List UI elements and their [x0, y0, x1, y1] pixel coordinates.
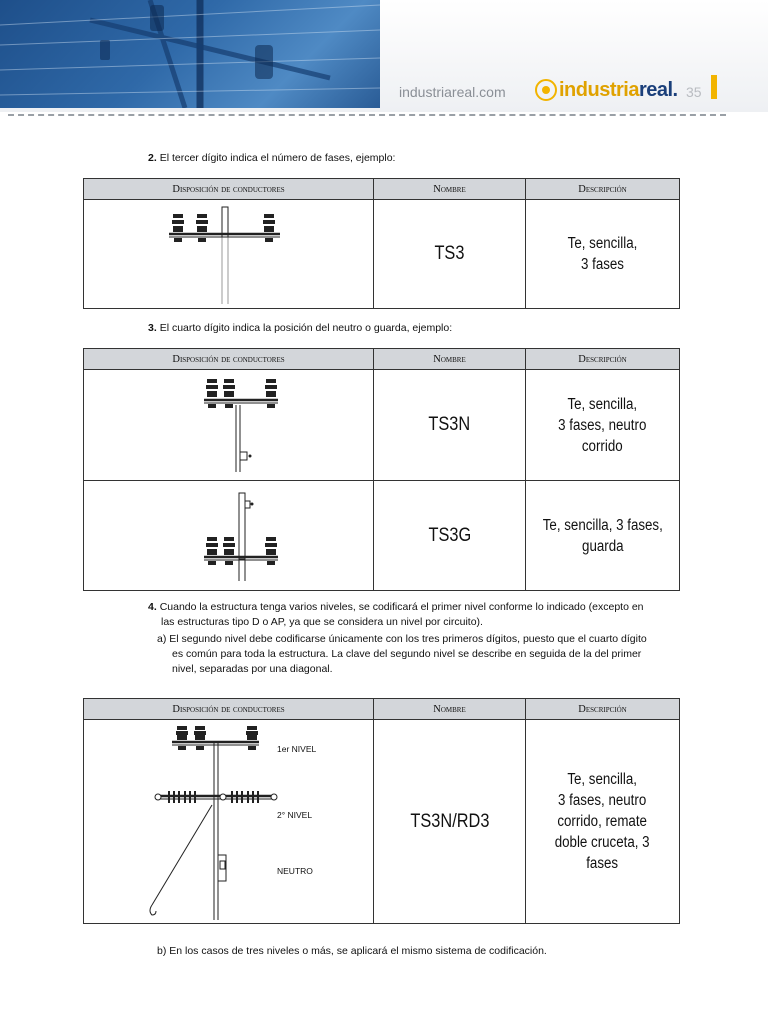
description-cell — [526, 720, 680, 924]
structure-name: TS3N — [428, 414, 471, 435]
col-header-nombre: Nombre — [374, 349, 526, 370]
conductor-diagram-ts3n-rd3 — [84, 720, 374, 924]
table-row — [84, 370, 680, 481]
structure-name: TS3G — [428, 524, 471, 546]
conductor-diagram-ts3n — [84, 370, 374, 481]
col-header-descripcion: Descripción — [526, 349, 680, 370]
conductor-diagram-ts3 — [84, 200, 374, 309]
structure-name: TS3N/RD3 — [409, 810, 489, 832]
pole-diagram — [84, 481, 374, 590]
col-header-disposicion: Disposición de conductores — [84, 179, 374, 200]
name-cell — [374, 720, 526, 924]
page-accent-bar — [711, 75, 717, 99]
label-level-2: 2° NIVEL — [277, 810, 313, 820]
section-2-text: 2. El tercer dígito indica el número de fases, ejemplo: — [148, 152, 396, 164]
logo-text-part1: industria — [559, 78, 639, 101]
header-divider — [8, 114, 726, 116]
table-row — [84, 720, 680, 924]
table-ts3n-rd3 — [83, 698, 680, 924]
site-url: industriareal.com — [399, 84, 506, 100]
pole-diagram — [84, 370, 374, 480]
description-cell — [526, 481, 680, 591]
logo-text-dot: . — [672, 78, 678, 101]
section-4-text: 4. Cuando la estructura tenga varios niveles, se codificará el primer nivel conforme lo indicado (excepto en — [148, 601, 644, 613]
fan-logo-icon — [535, 79, 557, 101]
table-row — [84, 481, 680, 591]
structure-description: Te, sencilla, 3 fases — [567, 235, 638, 273]
page-number: 35 — [686, 84, 702, 100]
table-ts3n-ts3g — [83, 348, 680, 591]
page-header — [0, 0, 768, 112]
label-level-1: 1er NIVEL — [277, 744, 317, 754]
section-4a-text-line3: nivel, separadas por una diagonal. — [172, 663, 333, 675]
structure-name: TS3 — [434, 243, 465, 264]
structure-description: Te, sencilla, 3 fases, guarda — [542, 516, 663, 555]
pole-diagram — [84, 720, 374, 923]
description-cell — [526, 200, 680, 309]
section-4-text-line2: las estructuras tipo D o AP, ya que se considera un nivel por circuito). — [161, 616, 483, 628]
structure-description: Te, sencilla, 3 fases, neutro corrido — [558, 395, 647, 455]
col-header-disposicion: Disposición de conductores — [84, 349, 374, 370]
description-cell — [526, 370, 680, 481]
conductor-diagram-ts3g — [84, 481, 374, 591]
table-row — [84, 200, 680, 309]
section-4a-text-line1: a) El segundo nivel debe codificarse únicamente con los tres primeros dígitos, puesto que el cuarto dígito — [157, 633, 647, 645]
col-header-descripcion: Descripción — [526, 699, 680, 720]
col-header-nombre: Nombre — [374, 179, 526, 200]
label-neutral: NEUTRO — [277, 866, 313, 876]
name-cell — [374, 481, 526, 591]
structure-description: Te, sencilla, 3 fases, neutro corrido, remate doble cruceta, 3 fases — [555, 771, 650, 872]
col-header-nombre: Nombre — [374, 699, 526, 720]
section-b-text: b) En los casos de tres niveles o más, se aplicará el mismo sistema de codificación. — [157, 945, 547, 957]
industriareal-logo — [535, 77, 678, 103]
logo-text-part2: real — [638, 78, 673, 101]
section-4a-text-line2: es común para toda la estructura. La clave del segundo nivel se describe en seguida de la del primer — [172, 648, 642, 660]
power-line-photo — [0, 0, 380, 108]
header-banner-photo — [0, 0, 380, 108]
table-ts3 — [83, 178, 680, 309]
pole-diagram — [84, 200, 374, 308]
section-3-text: 3. El cuarto dígito indica la posición del neutro o guarda, ejemplo: — [148, 322, 453, 334]
name-cell — [374, 200, 526, 309]
name-cell — [374, 370, 526, 481]
col-header-descripcion: Descripción — [526, 179, 680, 200]
col-header-disposicion: Disposición de conductores — [84, 699, 374, 720]
